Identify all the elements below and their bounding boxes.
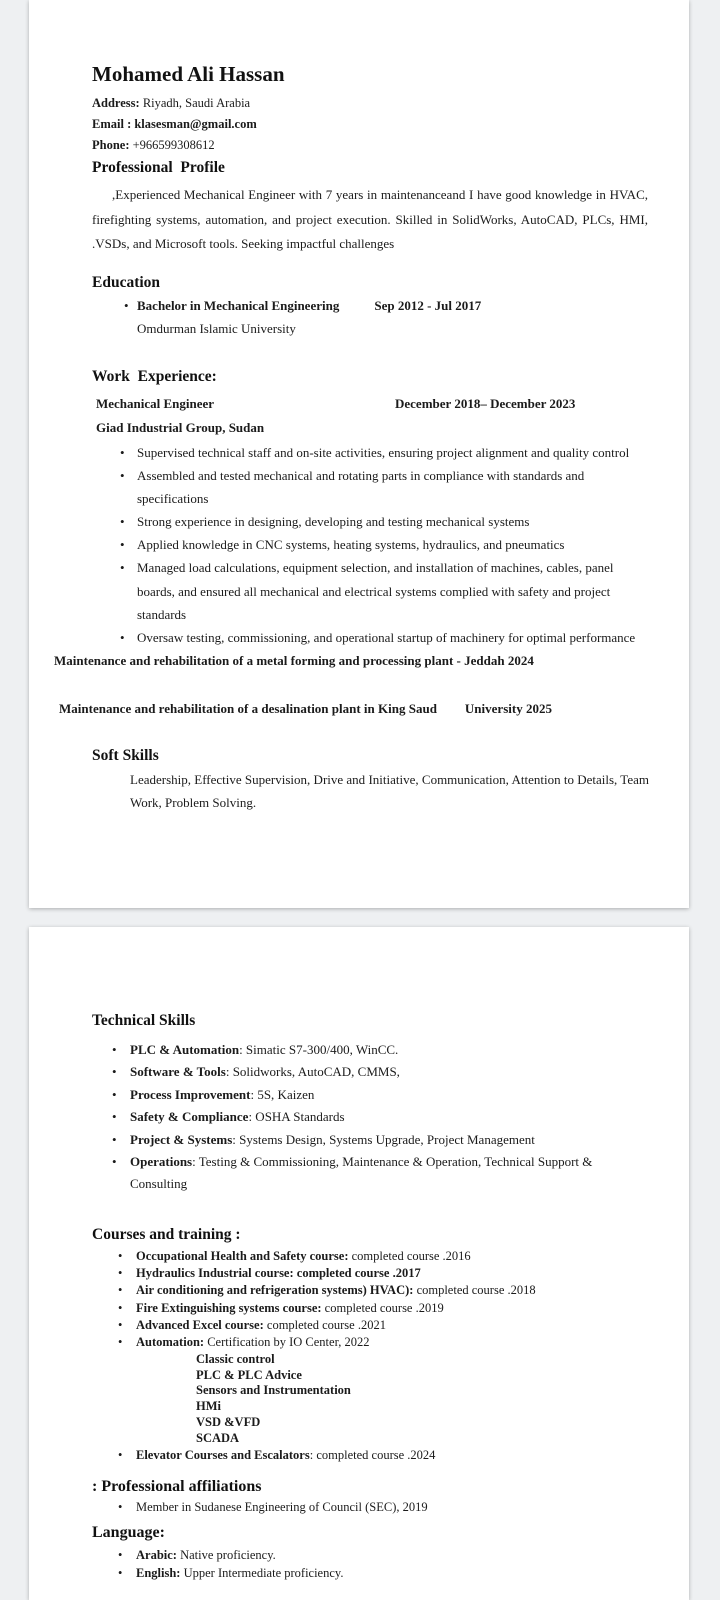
bullet-icon: • — [118, 1300, 123, 1315]
technical-skill-item — [92, 1039, 648, 1061]
email-line: Email : klasesman@gmail.com — [92, 116, 257, 131]
bullet-icon: • — [112, 1131, 117, 1147]
bullet-icon: • — [118, 1266, 123, 1281]
automation-sub-item: Sensors and Instrumentation — [196, 1383, 351, 1398]
course-detail: : completed course .2024 — [309, 1448, 436, 1463]
bullet-icon: • — [112, 1086, 117, 1102]
skill-label: Software & Tools — [130, 1064, 226, 1080]
address-label: Address: — [92, 96, 140, 110]
candidate-name: Mohamed Ali Hassan — [92, 62, 285, 86]
section-heading-education: Education — [92, 274, 161, 291]
work-bullet — [92, 464, 648, 510]
job-header — [92, 395, 648, 412]
section-heading-language: Language: — [92, 1523, 165, 1541]
course-item — [92, 1265, 648, 1282]
automation-sub-item: PLC & PLC Advice — [196, 1367, 302, 1382]
degree-dates: Sep 2012 - Jul 2017 — [374, 298, 482, 313]
resume-page-2 — [29, 927, 689, 1600]
skill-label: Safety & Compliance — [130, 1109, 249, 1125]
work-bullet — [92, 626, 648, 649]
course-detail: completed course .2016 — [348, 1248, 471, 1263]
work-bullet-text: Assembled and tested mechanical and rotating parts in compliance with standards and specifications — [137, 468, 585, 507]
phone-value: +966599308612 — [129, 137, 215, 152]
bullet-icon: • — [120, 514, 125, 530]
course-text — [136, 1248, 471, 1265]
bullet-icon: • — [120, 560, 125, 576]
bullet-icon: • — [118, 1565, 123, 1580]
bullet-icon: • — [124, 298, 129, 313]
work-bullet — [92, 510, 648, 533]
skill-text — [130, 1084, 314, 1106]
course-text — [136, 1334, 370, 1351]
section-heading-professional-profile: Professional Profile — [92, 159, 225, 177]
section-heading-technical-skills: Technical Skills — [92, 1012, 196, 1029]
course-detail: Certification by IO Center, 2022 — [204, 1335, 370, 1350]
technical-skill-item — [92, 1084, 648, 1106]
language-item — [92, 1546, 648, 1564]
language-detail: Native proficiency. — [176, 1547, 276, 1562]
skill-text — [130, 1129, 535, 1151]
technical-skill-item — [92, 1106, 648, 1128]
bullet-icon: • — [120, 537, 125, 553]
bullet-icon: • — [118, 1335, 123, 1350]
job-title: Mechanical Engineer — [96, 396, 215, 411]
language-list — [92, 1546, 648, 1582]
bullet-icon: • — [112, 1064, 117, 1080]
course-text — [136, 1447, 435, 1464]
phone-line — [92, 135, 648, 156]
language-text — [136, 1564, 343, 1582]
bullet-icon: • — [118, 1547, 123, 1562]
job-dates: December 2018– December 2023 — [395, 396, 576, 411]
soft-skills-paragraph — [92, 768, 648, 814]
bullet-icon: • — [118, 1248, 123, 1263]
bullet-icon: • — [118, 1283, 123, 1298]
skill-text — [130, 1151, 648, 1196]
section-heading-work-experience: Work Experience: — [92, 368, 217, 385]
language-detail: Upper Intermediate proficiency. — [180, 1565, 344, 1580]
course-item — [92, 1447, 648, 1464]
course-item — [92, 1282, 648, 1299]
automation-sub-item: HMi — [196, 1399, 221, 1414]
course-label: Advanced Excel course: — [136, 1318, 264, 1333]
address-line — [92, 93, 648, 114]
company-name: Giad Industrial Group, Sudan — [96, 420, 265, 435]
work-bullet-text: Oversaw testing, commissioning, and operational startup of machinery for optimal performance — [137, 629, 636, 645]
university-name: Omdurman Islamic University — [137, 321, 296, 336]
education-entry — [92, 297, 648, 314]
skill-text — [130, 1061, 400, 1083]
soft-skills-line: Work, Problem Solving. — [130, 794, 257, 810]
course-detail: completed course .2019 — [321, 1300, 444, 1315]
skill-label: Operations — [130, 1154, 193, 1170]
course-label: Fire Extinguishing systems course: — [136, 1300, 322, 1315]
technical-skill-item — [92, 1129, 648, 1151]
technical-skill-item — [92, 1151, 648, 1196]
profile-line: firefighting systems, automation, and project execution. Skilled in SolidWorks, AutoCAD, PLCs, HMI, — [92, 211, 648, 227]
courses-list — [92, 1248, 648, 1465]
bullet-icon: • — [118, 1500, 123, 1515]
course-label: Hydraulics Industrial course: completed course .2017 — [136, 1266, 421, 1281]
language-label: English: — [136, 1565, 181, 1580]
skill-detail: : OSHA Standards — [248, 1109, 345, 1125]
technical-skill-item — [92, 1061, 648, 1083]
soft-skills-line: Leadership, Effective Supervision, Drive and Initiative, Communication, Attention to Details, Team — [130, 771, 649, 787]
section-heading-courses: Courses and training : — [92, 1225, 241, 1243]
work-bullet — [92, 441, 648, 464]
skill-text — [130, 1106, 345, 1128]
work-bullet-list — [92, 441, 648, 649]
course-detail: completed course .2018 — [413, 1283, 536, 1298]
work-bullet-text: Strong experience in designing, developing and testing mechanical systems — [137, 514, 530, 530]
course-label: Elevator Courses and Escalators — [136, 1448, 310, 1463]
automation-sub-item: Classic control — [196, 1351, 275, 1366]
work-bullet — [92, 533, 648, 556]
course-detail: completed course .2021 — [263, 1318, 386, 1333]
course-text — [136, 1317, 386, 1334]
bullet-icon: • — [118, 1318, 123, 1333]
automation-sub-item: VSD &VFD — [196, 1415, 261, 1430]
course-text — [136, 1300, 444, 1317]
course-text — [136, 1282, 536, 1299]
project-line — [59, 700, 648, 717]
skill-text — [130, 1039, 398, 1061]
profile-line: ,Experienced Mechanical Engineer with 7 years in maintenanceand I have good knowledge in HVAC, — [112, 187, 648, 203]
section-heading-soft-skills: Soft Skills — [92, 746, 159, 764]
skill-detail: : Simatic S7-300/400, WinCC. — [239, 1042, 399, 1057]
affiliation-text: Member in Sudanese Engineering of Council (SEC), 2019 — [136, 1500, 428, 1515]
skill-label: Process Improvement — [130, 1086, 251, 1102]
work-bullet-text: Managed load calculations, equipment selection, and installation of machines, cables, panel boards, and ensured all mechanical and electrical systems complied with safety and project standards — [137, 560, 614, 622]
bullet-icon: • — [120, 445, 125, 460]
course-label: Occupational Health and Safety course: — [136, 1248, 349, 1263]
language-label: Arabic: — [136, 1547, 177, 1562]
course-item — [92, 1334, 648, 1351]
profile-paragraph — [92, 183, 648, 256]
skill-label: PLC & Automation — [130, 1042, 240, 1057]
skill-detail: : Solidworks, AutoCAD, CMMS, — [225, 1064, 400, 1080]
degree-title: Bachelor in Mechanical Engineering — [137, 298, 340, 313]
course-item — [92, 1248, 648, 1265]
work-bullet-text: Supervised technical staff and on-site activities, ensuring project alignment and quality control — [137, 445, 630, 460]
skill-label: Project & Systems — [130, 1131, 233, 1147]
bullet-icon: • — [112, 1109, 117, 1125]
affiliation-item — [92, 1499, 648, 1516]
bullet-icon: • — [120, 468, 125, 484]
course-item — [92, 1300, 648, 1317]
course-label: Air conditioning and refrigeration systems) HVAC): — [136, 1283, 414, 1298]
address-value: Riyadh, Saudi Arabia — [139, 96, 251, 110]
language-item — [92, 1564, 648, 1582]
bullet-icon: • — [112, 1154, 117, 1170]
course-text — [136, 1265, 421, 1282]
phone-label: Phone: — [92, 137, 130, 152]
work-bullet-text: Applied knowledge in CNC systems, heating systems, hydraulics, and pneumatics — [137, 537, 565, 553]
section-heading-affiliations: : Professional affiliations — [92, 1478, 262, 1496]
project-year: University 2025 — [464, 700, 552, 716]
resume-page-1 — [29, 0, 689, 908]
bullet-icon: • — [118, 1448, 123, 1463]
contact-block — [92, 93, 648, 155]
language-text — [136, 1546, 276, 1564]
course-item — [92, 1317, 648, 1334]
project-text: Maintenance and rehabilitation of a desalination plant in King Saud — [59, 700, 437, 716]
skill-detail: : Testing & Commissioning, Maintenance & Operation, Technical Support & Consulting — [130, 1154, 593, 1192]
automation-sub-list — [92, 1352, 648, 1447]
bullet-icon: • — [112, 1042, 117, 1057]
work-bullet — [92, 556, 648, 625]
course-label: Automation: — [136, 1335, 205, 1350]
bullet-icon: • — [120, 629, 125, 645]
technical-skills-list — [92, 1039, 648, 1196]
profile-line: .VSDs, and Microsoft tools. Seeking impactful challenges — [92, 235, 395, 251]
skill-detail: : 5S, Kaizen — [250, 1086, 315, 1102]
skill-detail: : Systems Design, Systems Upgrade, Project Management — [232, 1131, 535, 1147]
project-line: Maintenance and rehabilitation of a metal forming and processing plant - Jeddah 2024 — [54, 652, 534, 668]
automation-sub-item: SCADA — [196, 1431, 240, 1446]
